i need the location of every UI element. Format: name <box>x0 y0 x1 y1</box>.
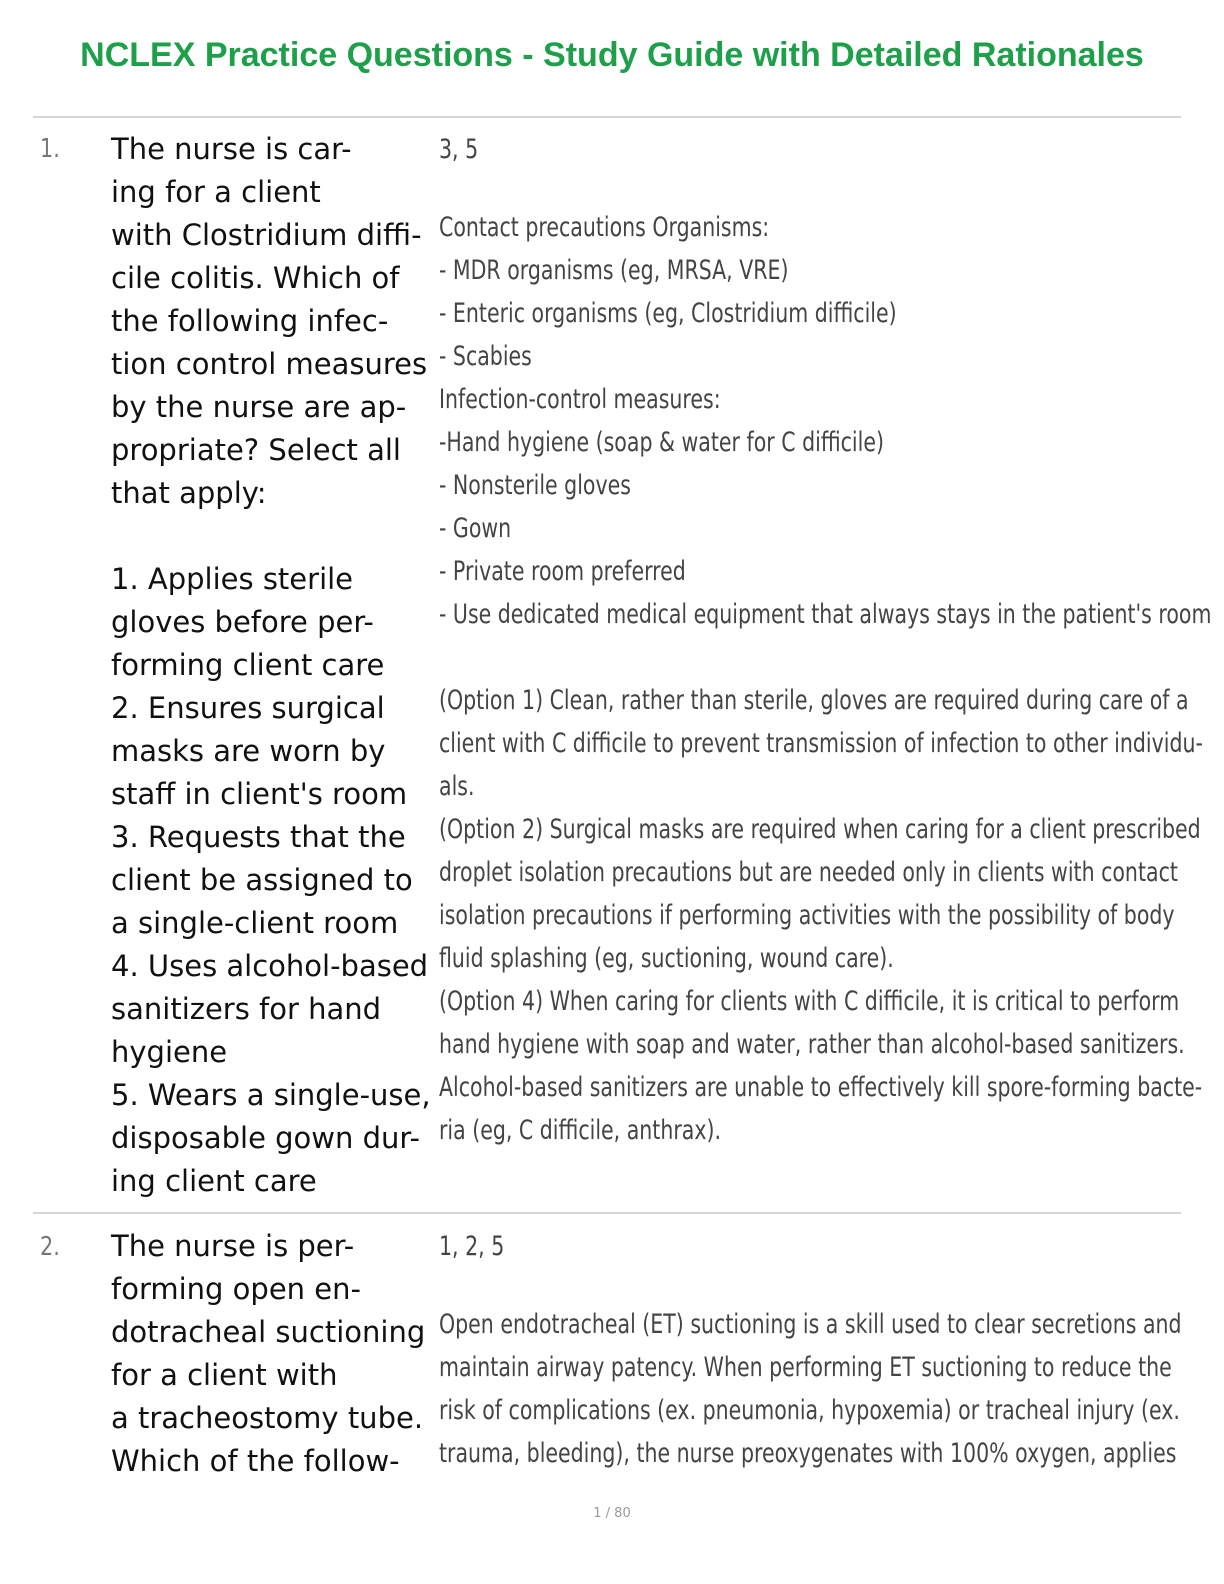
document-title: NCLEX Practice Questions - Study Guide with Detailed Rationales <box>80 36 1144 74</box>
option-line: 2. Ensures surgical <box>111 691 385 725</box>
rationale-line: trauma, bleeding), the nurse preoxygenates with 100% oxygen, applies <box>439 1438 1177 1469</box>
rationale-line: - Nonsterile gloves <box>439 470 631 501</box>
correct-answer: 1, 2, 5 <box>439 1231 505 1262</box>
question-text <box>111 128 441 1203</box>
rationale-line: risk of complications (ex. pneumonia, hypoxemia) or tracheal injury (ex. <box>439 1395 1180 1426</box>
question-line: The nurse is per- <box>111 1229 355 1263</box>
question-line: dotracheal suctioning <box>111 1315 426 1349</box>
option-line: masks are worn by <box>111 734 386 768</box>
question-text <box>111 1225 441 1483</box>
rationale-line: - Scabies <box>439 341 532 372</box>
question-line: forming open en- <box>111 1272 361 1306</box>
question-number: 1. <box>40 134 60 164</box>
option-line: gloves before per- <box>111 605 374 639</box>
option-line: client be assigned to <box>111 863 413 897</box>
rationale-line: fluid splashing (eg, suctioning, wound care). <box>439 943 894 974</box>
correct-answer: 3, 5 <box>439 134 479 165</box>
option-line: hygiene <box>111 1035 228 1069</box>
question-line: Which of the follow- <box>111 1444 400 1478</box>
option-line: 5. Wears a single-use, <box>111 1078 431 1112</box>
rationale-line: -Hand hygiene (soap & water for C difficile) <box>439 427 884 458</box>
divider <box>33 116 1181 118</box>
rationale-line: hand hygiene with soap and water, rather than alcohol-based sanitizers. <box>439 1029 1185 1060</box>
rationale-line: Alcohol-based sanitizers are unable to effectively kill spore-forming bacte- <box>439 1072 1203 1103</box>
answer-rationale <box>439 128 1211 1152</box>
rationale-line: client with C difficile to prevent transmission of infection to other individu- <box>439 728 1203 759</box>
rationale-line: (Option 2) Surgical masks are required when caring for a client prescribed <box>439 814 1201 845</box>
rationale-line: isolation precautions if performing activities with the possibility of body <box>439 900 1175 931</box>
rationale-line: Open endotracheal (ET) suctioning is a skill used to clear secretions and <box>439 1309 1182 1340</box>
rationale-line: - Gown <box>439 513 512 544</box>
page-indicator: 1 / 80 <box>593 1506 631 1521</box>
option-line: forming client care <box>111 648 385 682</box>
option-line: sanitizers for hand <box>111 992 382 1026</box>
question-line: for a client with <box>111 1358 338 1392</box>
option-line: 1. Applies sterile <box>111 562 354 596</box>
rationale-line: Infection-control measures: <box>439 384 721 415</box>
divider <box>33 1212 1181 1214</box>
question-line: tion control measures <box>111 347 428 381</box>
rationale-line: (Option 1) Clean, rather than sterile, gloves are required during care of a <box>439 685 1189 716</box>
question-number: 2. <box>40 1232 60 1262</box>
question-line: a tracheostomy tube. <box>111 1401 424 1435</box>
question-line: cile colitis. Which of <box>111 261 400 295</box>
rationale-line: (Option 4) When caring for clients with C difficile, it is critical to perform <box>439 986 1180 1017</box>
rationale-line: ria (eg, C difficile, anthrax). <box>439 1115 722 1146</box>
rationale-line: maintain airway patency. When performing ET suctioning to reduce the <box>439 1352 1172 1383</box>
rationale-line: - Use dedicated medical equipment that always stays in the patient's room <box>439 599 1212 630</box>
question-line: propriate? Select all <box>111 433 401 467</box>
rationale-line: - Enteric organisms (eg, Clostridium difficile) <box>439 298 897 329</box>
rationale-line: droplet isolation precautions but are needed only in clients with contact <box>439 857 1178 888</box>
question-line: ing for a client <box>111 175 321 209</box>
question-line: with Clostridium diffi- <box>111 218 422 252</box>
option-line: 3. Requests that the <box>111 820 406 854</box>
rationale-line: als. <box>439 771 475 802</box>
option-line: 4. Uses alcohol-based <box>111 949 429 983</box>
option-line: ing client care <box>111 1164 317 1198</box>
question-line: that apply: <box>111 476 267 510</box>
option-line: staff in client's room <box>111 777 408 811</box>
question-line: The nurse is car- <box>111 132 352 166</box>
rationale-line: Contact precautions Organisms: <box>439 212 770 243</box>
rationale-line: - Private room preferred <box>439 556 686 587</box>
answer-rationale <box>439 1225 1182 1475</box>
question-line: the following infec- <box>111 304 389 338</box>
option-line: a single-client room <box>111 906 399 940</box>
question-line: by the nurse are ap- <box>111 390 407 424</box>
option-line: disposable gown dur- <box>111 1121 420 1155</box>
rationale-line: - MDR organisms (eg, MRSA, VRE) <box>439 255 789 286</box>
